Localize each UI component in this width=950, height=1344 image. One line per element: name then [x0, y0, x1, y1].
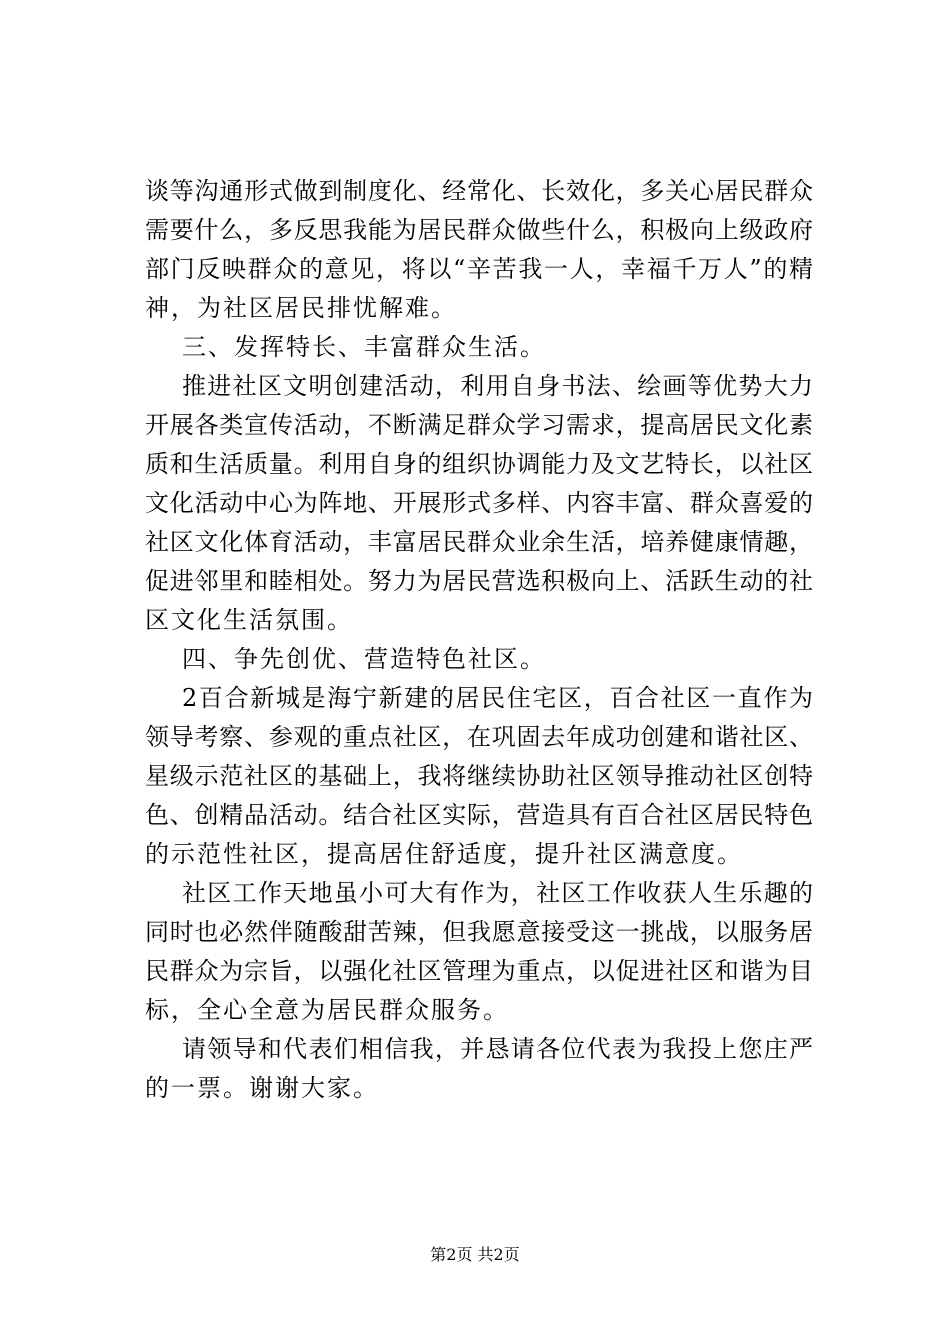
text-line: 社区工作天地虽小可大有作为，社区工作收获人生乐趣的	[182, 879, 813, 907]
text-line: 文化活动中心为阵地、开展形式多样、内容丰富、群众喜爱的	[145, 489, 813, 517]
text-line: 色、创精品活动。结合社区实际，营造具有百合社区居民特色	[145, 801, 813, 829]
text-line: 领导考察、参观的重点社区，在巩固去年成功创建和谐社区、	[145, 723, 813, 751]
text-line: 促进邻里和睦相处。努力为居民营选积极向上、活跃生动的社	[145, 567, 813, 595]
text-line: 推进社区文明创建活动，利用自身书法、绘画等优势大力	[182, 372, 813, 400]
text-line: 神，为社区居民排忧解难。	[145, 294, 457, 322]
page-number-footer: 第2页 共2页	[430, 1245, 520, 1264]
text-line: 社区文化体育活动，丰富居民群众业余生活，培养健康情趣，	[145, 528, 813, 556]
document-body	[145, 172, 813, 1108]
text-line: 的一票。谢谢大家。	[145, 1074, 379, 1102]
text-line: 民群众为宗旨，以强化社区管理为重点，以促进社区和谐为目	[145, 957, 813, 985]
text-line: 谈等沟通形式做到制度化、经常化、长效化，多关心居民群众	[145, 177, 813, 205]
text-line: 请领导和代表们相信我，并恳请各位代表为我投上您庄严	[182, 1035, 813, 1063]
text-line: 同时也必然伴随酸甜苦辣，但我愿意接受这一挑战，以服务居	[145, 918, 813, 946]
text-line: 标，全心全意为居民群众服务。	[145, 996, 509, 1024]
text-line: 部门反映群众的意见，将以“辛苦我一人，幸福千万人”的精	[145, 255, 813, 283]
text-line: 质和生活质量。利用自身的组织协调能力及文艺特长，以社区	[145, 450, 813, 478]
text-line: 2百合新城是海宁新建的居民住宅区，百合社区一直作为	[182, 684, 813, 712]
text-line: 需要什么，多反思我能为居民群众做些什么，积极向上级政府	[145, 216, 813, 244]
text-line: 星级示范社区的基础上，我将继续协助社区领导推动社区创特	[145, 762, 813, 790]
text-line: 开展各类宣传活动，不断满足群众学习需求，提高居民文化素	[145, 411, 813, 439]
section-heading: 四、争先创优、营造特色社区。	[182, 645, 546, 673]
text-line: 的示范性社区，提高居住舒适度，提升社区满意度。	[145, 840, 743, 868]
section-heading: 三、发挥特长、丰富群众生活。	[182, 333, 546, 361]
text-line: 区文化生活氛围。	[145, 606, 353, 634]
